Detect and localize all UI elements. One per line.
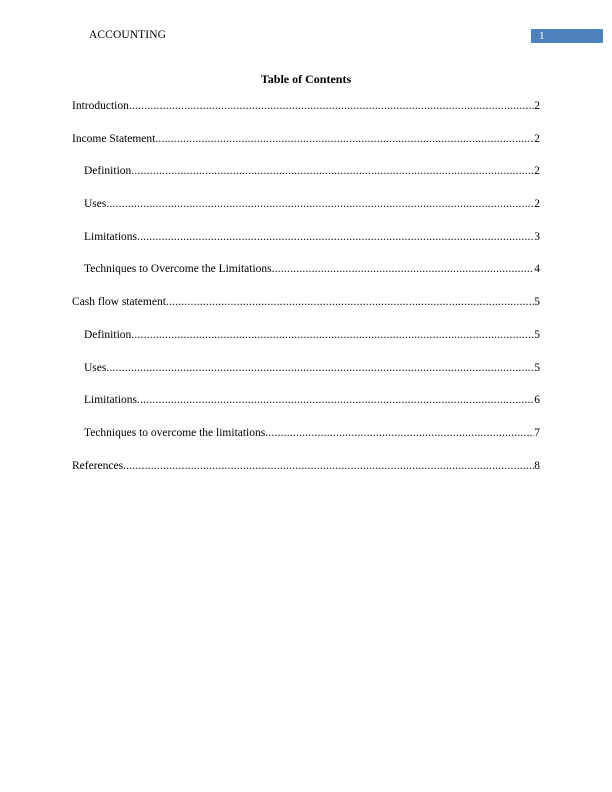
dot-leader — [166, 295, 534, 309]
header-title: ACCOUNTING — [89, 29, 167, 41]
toc-entry-label: Uses — [84, 198, 107, 211]
dot-leader — [106, 197, 534, 211]
toc-entry-page: 5 — [534, 328, 540, 341]
toc-entry-label: Definition — [84, 328, 132, 341]
toc-entry-page: 6 — [534, 394, 540, 407]
dot-leader — [131, 164, 534, 178]
toc-entry-cash-definition[interactable] — [72, 328, 540, 361]
dot-leader — [155, 132, 534, 146]
toc-entry-page: 5 — [534, 296, 540, 309]
toc-entry-page: 2 — [534, 165, 540, 178]
toc-entry-page: 5 — [534, 361, 540, 374]
toc-entry-cash-techniques[interactable] — [72, 426, 540, 459]
toc-entry-income-limitations[interactable] — [72, 230, 540, 263]
toc-heading: Table of Contents — [260, 72, 352, 86]
page-number-badge — [531, 29, 603, 43]
dot-leader — [137, 230, 534, 244]
toc-entry-label: Definition — [84, 165, 132, 178]
toc-entry-label: Introduction — [72, 100, 129, 112]
toc-entry-page: 2 — [534, 132, 540, 145]
toc-entry-page: 4 — [534, 263, 540, 276]
toc-entry-label: Limitations — [84, 230, 138, 243]
toc-entry-income-techniques[interactable] — [72, 262, 540, 295]
dot-leader — [137, 393, 534, 407]
toc-entry-page: 2 — [534, 198, 540, 211]
toc-entry-label: Uses — [84, 361, 107, 374]
toc-entry-income-statement[interactable] — [72, 132, 540, 165]
toc-entry-label: Techniques to overcome the limitations — [84, 426, 266, 439]
toc-entry-cash-limitations[interactable] — [72, 393, 540, 426]
toc-entry-label: Income Statement — [72, 132, 156, 145]
toc-entry-label: Techniques to Overcome the Limitations — [84, 263, 272, 276]
toc-entry-label: Cash flow statement — [72, 296, 166, 309]
toc-entry-page: 3 — [534, 230, 540, 243]
toc-entry-page: 2 — [534, 100, 540, 112]
dot-leader — [272, 262, 535, 276]
dot-leader — [265, 426, 534, 440]
dot-leader — [123, 459, 534, 473]
toc-entry-introduction[interactable] — [72, 99, 540, 132]
dot-leader — [131, 328, 534, 342]
dot-leader — [106, 361, 534, 375]
toc-entry-cash-uses[interactable] — [72, 361, 540, 394]
toc-entry-income-definition[interactable] — [72, 164, 540, 197]
toc-entry-label: Limitations — [84, 394, 138, 407]
page-number: 1 — [539, 30, 545, 42]
toc-entry-cash-flow-statement[interactable] — [72, 295, 540, 328]
toc-entry-references[interactable] — [72, 459, 540, 492]
toc-entry-label: References — [72, 459, 124, 472]
table-of-contents — [72, 99, 540, 491]
dot-leader — [129, 99, 534, 113]
toc-entry-page: 8 — [534, 459, 540, 472]
toc-entry-page: 7 — [534, 426, 540, 439]
toc-entry-income-uses[interactable] — [72, 197, 540, 230]
